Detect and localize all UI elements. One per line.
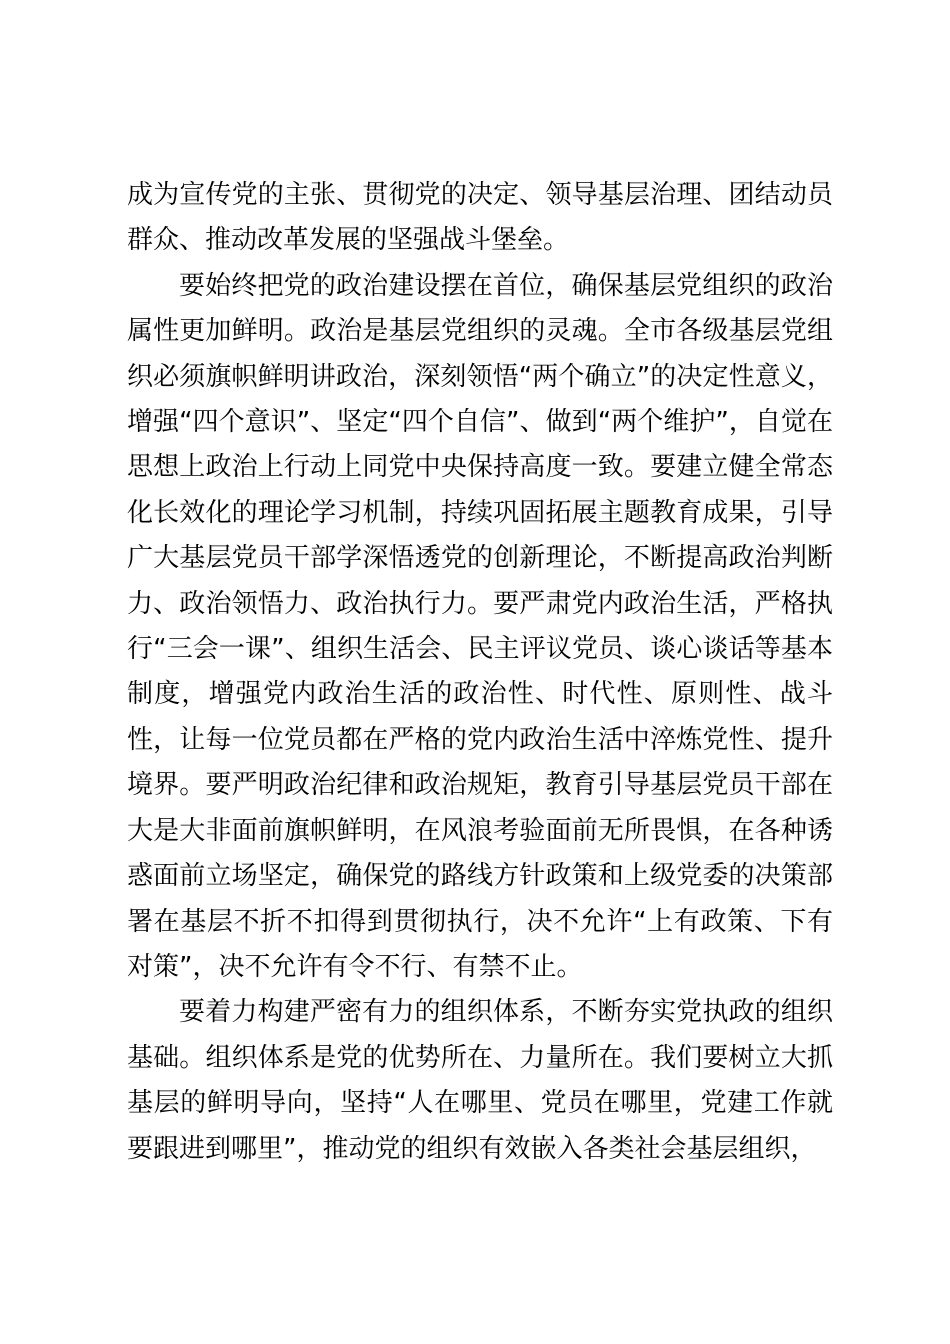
body-text [127,173,833,1172]
paragraph-organization-system: 要着力构建严密有力的组织体系，不断夯实党执政的组织基础。组织体系是党的优势所在、力量所在。我们要树立大抓基层的鲜明导向，坚持“人在哪里、党员在哪里，党建工作就要跟进到哪里”，推动党的组织有效嵌入各类社会基层组织， [127,997,833,1164]
paragraph-continuation: 成为宣传党的主张、贯彻党的决定、领导基层治理、团结动员群众、推动改革发展的坚强战斗堡垒。 [127,180,833,256]
paragraph-political-building: 要始终把党的政治建设摆在首位，确保基层党组织的政治属性更加鲜明。政治是基层党组织的灵魂。全市各级基层党组织必须旗帜鲜明讲政治，深刻领悟“两个确立”的决定性意义，增强“四个意识”、坚定“四个自信”、做到“两个维护”，自觉在思想上政治上行动上同党中央保持高度一致。要建立健全常态化长效化的理论学习机制，持续巩固拓展主题教育成果，引导广大基层党员干部学深悟透党的创新理论，不断提高政治判断力、政治领悟力、政治执行力。要严肃党内政治生活，严格执行“三会一课”、组织生活会、民主评议党员、谈心谈话等基本制度，增强党内政治生活的政治性、时代性、原则性、战斗性，让每一位党员都在严格的党内政治生活中淬炼党性、提升境界。要严明政治纪律和政治规矩，教育引导基层党员干部在大是大非面前旗帜鲜明，在风浪考验面前无所畏惧，在各种诱惑面前立场坚定，确保党的路线方针政策和上级党委的决策部署在基层不折不扣得到贯彻执行，决不允许“上有政策、下有对策”，决不允许有令不行、有禁不止。 [127,270,833,982]
